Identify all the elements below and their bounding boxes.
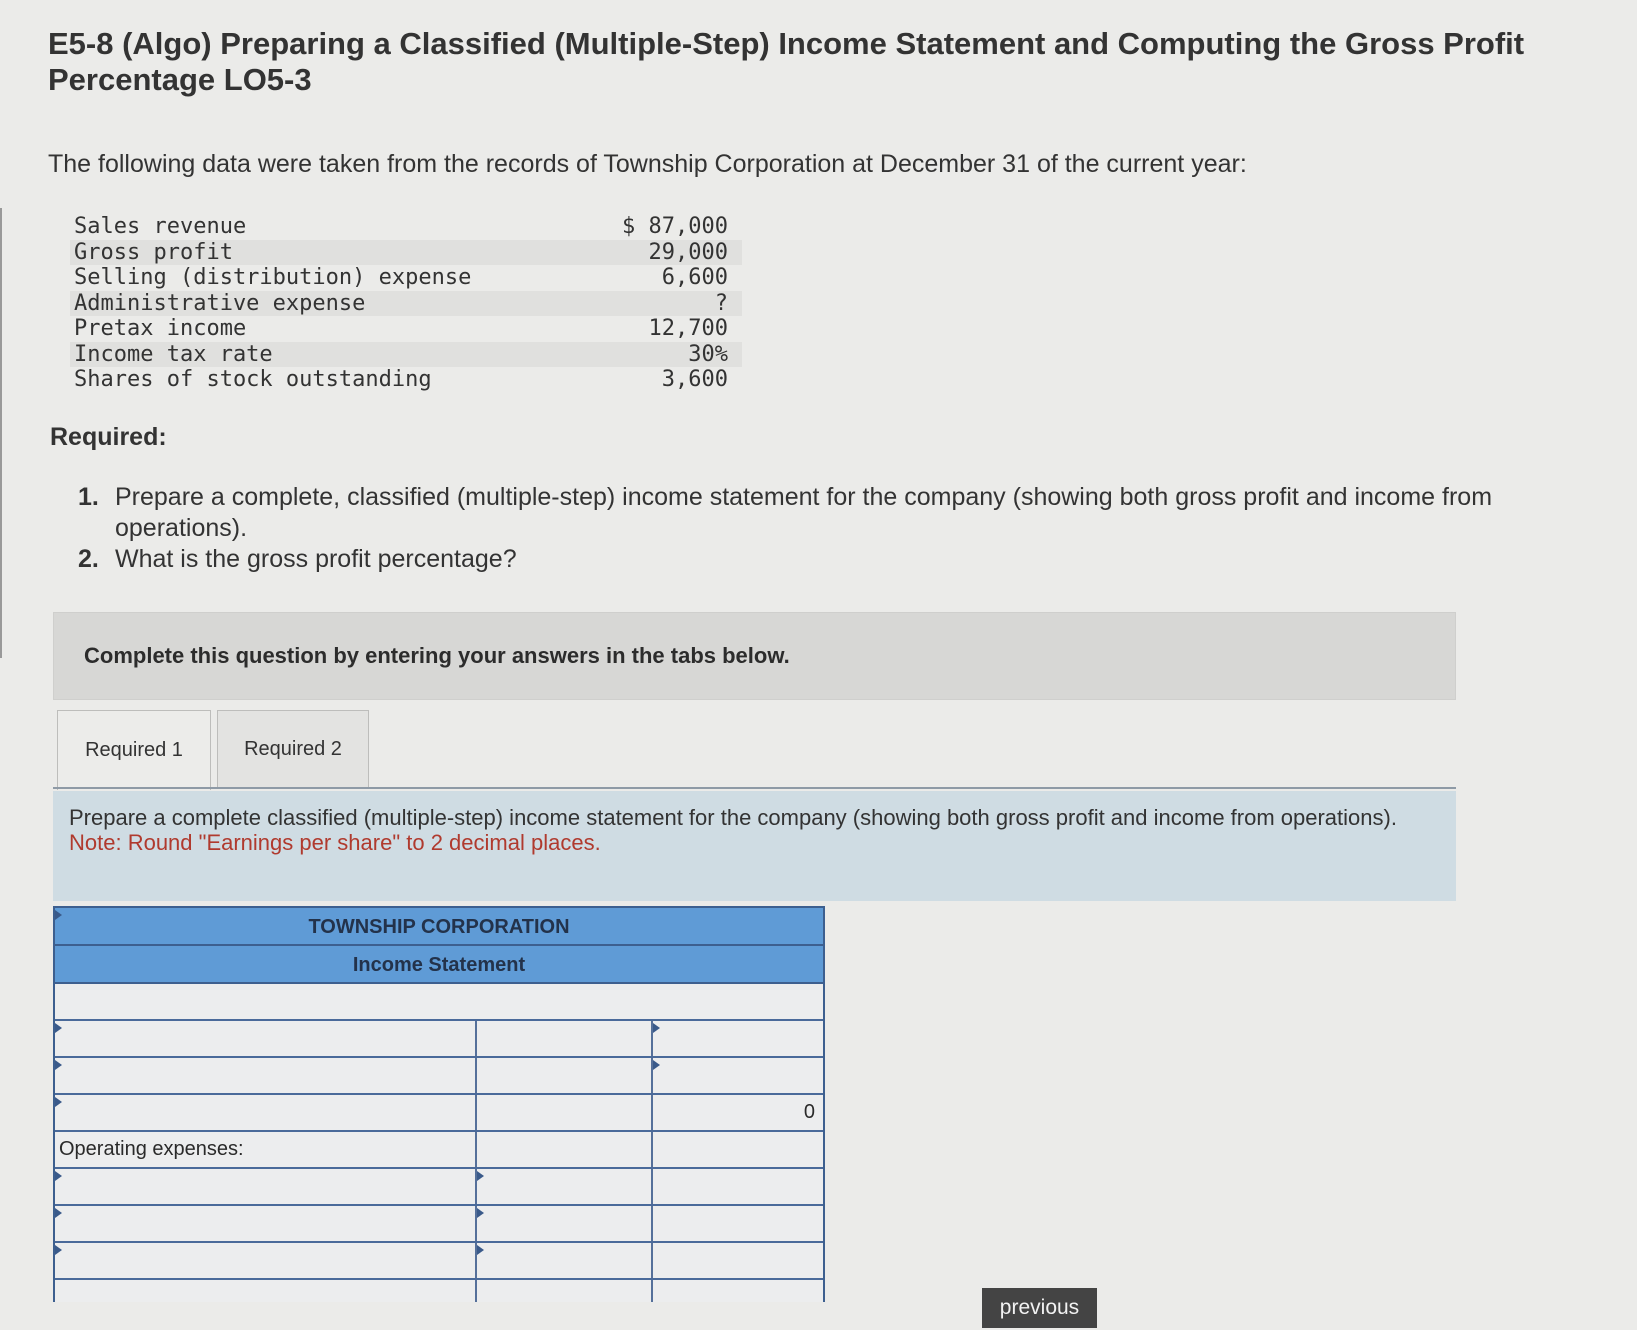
data-value: 6,600 xyxy=(661,265,728,290)
income-statement-table xyxy=(53,906,825,1302)
total-input-cell[interactable] xyxy=(653,1206,823,1241)
data-row xyxy=(70,214,742,240)
data-label: Sales revenue xyxy=(74,214,247,239)
data-row xyxy=(70,265,742,291)
data-row xyxy=(70,291,742,317)
amount-input-cell[interactable] xyxy=(477,1169,653,1204)
statement-company: TOWNSHIP CORPORATION xyxy=(55,908,823,946)
statement-row xyxy=(55,1169,823,1206)
page-title: E5-8 (Algo) Preparing a Classified (Multiple-Step) Income Statement and Computing the Gross Profit Percentage LO5-3 xyxy=(48,26,1525,97)
data-label: Selling (distribution) expense xyxy=(74,265,472,290)
requirement-item xyxy=(78,482,1598,544)
requirement-item xyxy=(78,544,1598,575)
given-data-table xyxy=(70,214,742,393)
tab-required-1[interactable]: Required 1 xyxy=(57,710,211,790)
operating-expenses-cell xyxy=(55,1132,477,1167)
data-label: Gross profit xyxy=(74,239,233,265)
account-select-cell[interactable] xyxy=(55,1206,477,1241)
data-value: 12,700 xyxy=(648,316,728,341)
data-value: 3,600 xyxy=(661,367,728,392)
dropdown-marker-icon xyxy=(653,1023,660,1033)
amount-input-cell[interactable] xyxy=(477,1095,653,1130)
statement-row xyxy=(55,1243,823,1280)
tab-bar xyxy=(57,710,369,790)
data-label: Income tax rate xyxy=(74,341,273,367)
data-label: Pretax income xyxy=(74,316,247,341)
statement-row xyxy=(55,1132,823,1169)
account-select-cell[interactable] xyxy=(55,1095,477,1130)
statement-row xyxy=(55,1058,823,1095)
data-value: ? xyxy=(714,290,728,316)
data-label: Administrative expense xyxy=(74,290,366,316)
account-select-cell[interactable] xyxy=(55,1021,477,1056)
tab-divider xyxy=(53,787,1456,789)
statement-row xyxy=(55,984,823,1021)
total-input-cell[interactable] xyxy=(653,1021,823,1056)
data-row xyxy=(70,240,742,266)
date-input-cell[interactable] xyxy=(55,984,823,1019)
amount-input-cell[interactable] xyxy=(477,1058,653,1093)
data-row xyxy=(70,342,742,368)
statement-title: Income Statement xyxy=(55,946,823,984)
statement-row xyxy=(55,1280,823,1302)
account-select-cell[interactable] xyxy=(55,1280,477,1302)
window-edge xyxy=(0,208,4,658)
dropdown-marker-icon xyxy=(477,1208,484,1218)
dropdown-marker-icon xyxy=(55,1097,62,1107)
statement-row xyxy=(55,1206,823,1243)
data-value: 30% xyxy=(688,341,728,367)
previous-button[interactable]: previous xyxy=(982,1288,1097,1328)
statement-row xyxy=(55,1021,823,1058)
statement-viewport xyxy=(53,906,825,1302)
data-value: $ 87,000 xyxy=(622,214,728,239)
dropdown-marker-icon xyxy=(653,1060,660,1070)
tab-required-2[interactable]: Required 2 xyxy=(217,710,369,788)
dropdown-marker-icon xyxy=(55,1245,62,1255)
amount-input-cell[interactable] xyxy=(477,1206,653,1241)
amount-input-cell[interactable] xyxy=(477,1132,653,1167)
requirement-number: 2. xyxy=(78,545,99,573)
dropdown-marker-icon xyxy=(55,1208,62,1218)
account-select-cell[interactable] xyxy=(55,1058,477,1093)
dropdown-marker-icon xyxy=(477,1245,484,1255)
account-select-cell[interactable] xyxy=(55,1243,477,1278)
data-row xyxy=(70,316,742,342)
total-input-cell[interactable] xyxy=(653,1243,823,1278)
subtotal-cell: 0 xyxy=(653,1095,823,1130)
amount-input-cell[interactable] xyxy=(477,1021,653,1056)
amount-input-cell[interactable] xyxy=(477,1280,653,1302)
dropdown-marker-icon xyxy=(55,1023,62,1033)
requirements-list xyxy=(78,482,1598,575)
total-input-cell[interactable] xyxy=(653,1280,823,1302)
instruction-banner: Complete this question by entering your answers in the tabs below. xyxy=(53,612,1456,700)
total-input-cell[interactable] xyxy=(653,1058,823,1093)
total-input-cell[interactable] xyxy=(653,1132,823,1167)
dropdown-marker-icon xyxy=(55,1060,62,1070)
prompt-box xyxy=(53,791,1456,901)
prompt-text: Prepare a complete classified (multiple-step) income statement for the company (showing both gross profit and income from operations). xyxy=(69,805,1397,830)
prompt-note: Note: Round "Earnings per share" to 2 decimal places. xyxy=(69,830,601,855)
data-value: 29,000 xyxy=(648,239,728,265)
dropdown-marker-icon xyxy=(55,1171,62,1181)
data-row xyxy=(70,367,742,393)
dropdown-marker-icon xyxy=(477,1171,484,1181)
requirement-text: What is the gross profit percentage? xyxy=(115,545,517,573)
requirement-text: Prepare a complete, classified (multiple-step) income statement for the company (showing both gross profit and income from operations). xyxy=(115,483,1493,542)
dropdown-marker-icon xyxy=(55,910,62,920)
statement-row xyxy=(55,1095,823,1132)
account-select-cell[interactable] xyxy=(55,1169,477,1204)
amount-input-cell[interactable] xyxy=(477,1243,653,1278)
total-input-cell[interactable] xyxy=(653,1169,823,1204)
operating-expenses-label: Operating expenses: xyxy=(59,1138,244,1160)
requirement-number: 1. xyxy=(78,483,99,511)
required-heading: Required: xyxy=(50,423,167,451)
intro-text: The following data were taken from the records of Township Corporation at December 31 of the current year: xyxy=(48,150,1247,178)
data-label: Shares of stock outstanding xyxy=(74,367,432,392)
